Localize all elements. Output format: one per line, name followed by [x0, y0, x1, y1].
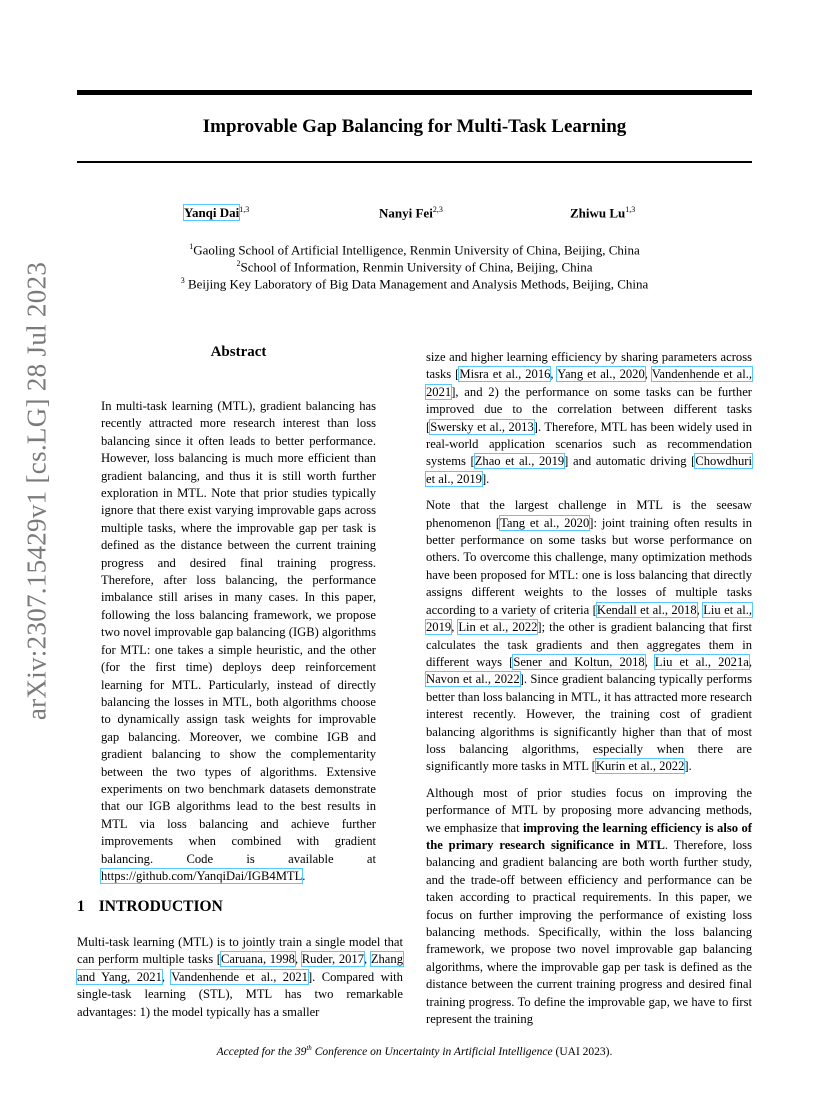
body-text: ,: [294, 952, 302, 967]
arxiv-sidebar: [20, 261, 54, 721]
body-text: ]: joint training often results in better performance on some tasks but worse performance on others. To overcome this challenge, many optimization methods have been proposed for MTL: one is loss balancing that directly assigns different weights to the losses of multiple tasks according to a variety of criteria [: [426, 515, 752, 617]
citation-link[interactable]: Kurin et al., 2022: [595, 759, 685, 774]
author-2-name: Nanyi Fei: [379, 205, 433, 221]
footer-post: Conference on Uncertainty in Artificial Intelligence: [311, 1045, 553, 1058]
body-text: size and higher learning efficiency by sharing parameters across tasks [: [426, 350, 752, 382]
citation-link[interactable]: Kendall et al., 2018: [596, 602, 697, 617]
right-paragraph-2: [426, 497, 752, 776]
footer-pre: Accepted for the 39: [216, 1045, 307, 1058]
abstract-end: .: [302, 868, 306, 883]
body-text: ,: [748, 654, 753, 669]
affiliation-2-text: School of Information, Renmin University of China, Beijing, China: [240, 259, 593, 275]
code-link[interactable]: https://github.com/YanqiDai/IGB4MTL: [101, 868, 303, 883]
footer-sup: th: [306, 1044, 312, 1052]
citation-link[interactable]: Tang et al., 2020: [500, 515, 590, 530]
citation-link[interactable]: Zhao et al., 2019: [474, 454, 565, 469]
body-text: ,: [364, 952, 371, 967]
body-text: ]. Since gradient balancing typically performs better than loss balancing in MTL, it has attracted more research interest recently. However, the training cost of gradient balancing algorithms is significantly higher than that of most loss balancing algorithms, especially when there are significantly more tasks in MTL [: [426, 672, 752, 774]
author-3-name: Zhiwu Lu: [570, 205, 626, 221]
arxiv-identifier: arXiv:2307.15429v1 [cs.LG] 28 Jul 2023: [21, 261, 52, 721]
footer-tail: (UAI 2023).: [552, 1045, 613, 1058]
affiliation-3-sup: 3: [180, 276, 185, 285]
body-text: ]; the other is gradient balancing that first calculates the task gradients and then aggregates them in different ways [: [426, 620, 753, 669]
right-paragraph-1: [426, 349, 752, 488]
intro-body: [77, 934, 403, 1030]
emphasis-text: improving the learning efficiency is also of the primary research significance in MTL: [426, 820, 752, 852]
body-text: ,: [644, 367, 652, 382]
section-heading-introduction: [77, 898, 223, 916]
affiliation-3: [77, 272, 752, 292]
author-2: [379, 205, 443, 221]
paper-title: Improvable Gap Balancing for Multi-Task Learning: [202, 116, 627, 137]
affiliation-3-text: Beijing Key Laboratory of Big Data Management and Analysis Methods, Beijing, China: [184, 276, 649, 292]
body-text: ]. Compared with single-task learning (STL), MTL has two remarkable advantages: 1) the model typically has a smaller: [77, 969, 403, 1019]
affiliation-1-sup: 1: [189, 242, 194, 251]
citation-link[interactable]: Chowdhuri et al., 2019: [426, 454, 752, 486]
author-1-link[interactable]: Yanqi Dai: [184, 205, 240, 221]
abstract-body: [101, 398, 376, 885]
body-text: ,: [550, 367, 558, 382]
citation-link[interactable]: Vandenhende et al., 2021: [171, 969, 308, 984]
body-text: . Therefore, loss balancing and gradient balancing are both worth further study, and the trade-off between efficiency and performance can be taken according to practical requirements. In this paper, we focus on further improving the performance of existing loss balancing methods. Specifically, within the loss balancing framework, we propose two novel improvable gap balancing algorithms, where the improvable gap per task is defined as the distance between the current training progress and desired final training progress. To define the improvable gap, we have to first represent the training: [426, 837, 752, 1027]
body-text: ,: [451, 620, 459, 635]
body-text: ], and 2) the performance on some tasks can be further improved due to the correlation between different tasks [: [426, 384, 752, 434]
citation-link[interactable]: Zhang and Yang, 2021: [77, 952, 403, 984]
body-text: ] and automatic driving [: [564, 454, 696, 469]
author-1: [184, 205, 249, 221]
body-text: ,: [644, 654, 655, 669]
citation-link[interactable]: Misra et al., 2016: [459, 367, 551, 382]
affiliation-2-sup: 2: [236, 259, 241, 268]
body-text: Multi-task learning (MTL) is to jointly train a single model that can perform multiple tasks [: [77, 935, 403, 967]
citation-link[interactable]: Swersky et al., 2013: [430, 419, 534, 434]
citation-link[interactable]: Vandenhende et al., 2021: [426, 367, 753, 399]
body-text: ]. Therefore, MTL has been widely used in real-world application scenarios such as recommendation systems [: [426, 419, 752, 469]
citation-link[interactable]: Sener and Koltun, 2018: [513, 654, 645, 669]
citation-link[interactable]: Liu et al., 2021a: [654, 654, 749, 669]
body-text: ].: [684, 759, 692, 774]
body-text: ,: [161, 969, 172, 984]
abstract-text: In multi-task learning (MTL), gradient balancing has recently attracted more research interest than loss balancing since it often leads to better performance. However, loss balancing is much more efficient than gradient balancing, and thus it is still worth further exploration in MTL. Note that prior studies typically ignore that there exist varying improvable gaps across multiple tasks, where the improvable gap per task is defined as the distance between the current training progress and desired final training progress. Therefore, after loss balancing, the performance imbalance still arises in many cases. In this paper, following the loss balancing framework, we propose two novel improvable gap balancing (IGB) algorithms for MTL: one takes a simple heuristic, and the other (for the first time) deploys deep reinforcement learning for MTL. Particularly, instead of directly balancing the losses in MTL, both algorithms choose to dynamically assign task weights for improvable gap balancing. Moreover, we combine IGB and gradient balancing to show the complementarity between the two types of algorithms. Extensive experiments on two benchmark datasets demonstrate that our IGB algorithms lead to the best results in MTL via loss balancing and achieve further improvements when combined with gradient balancing. Code is available at: [101, 399, 376, 866]
section-title: INTRODUCTION: [98, 898, 223, 915]
author-2-affil: 2,3: [432, 205, 443, 214]
body-text: ].: [481, 471, 490, 486]
citation-link[interactable]: Navon et al., 2022: [426, 672, 520, 687]
body-text: Note that the largest challenge in MTL is the seesaw phenomenon [: [426, 498, 752, 530]
author-3: [570, 205, 635, 221]
author-1-affil: 1,3: [239, 205, 250, 214]
author-3-affil: 1,3: [625, 205, 636, 214]
title-rule: [77, 161, 752, 163]
citation-link[interactable]: Caruana, 1998: [221, 952, 295, 967]
body-text: ,: [696, 602, 704, 617]
intro-paragraph: [77, 934, 403, 1021]
right-column: [426, 349, 752, 1037]
top-rule: [77, 90, 752, 95]
body-text: Although most of prior studies focus on improving the performance of MTL by proposing more advancing methods, we emphasize that: [426, 785, 752, 835]
citation-link[interactable]: Lin et al., 2022: [458, 620, 538, 635]
citation-link[interactable]: Liu et al., 2019: [426, 602, 752, 635]
citation-link[interactable]: Yang et al., 2020: [557, 367, 645, 382]
citation-link[interactable]: Ruder, 2017: [301, 952, 365, 967]
affiliation-1-text: Gaoling School of Artificial Intelligence, Renmin University of China, Beijing, China: [193, 242, 640, 258]
section-number: 1: [77, 898, 85, 915]
right-paragraph-3: [426, 785, 752, 1029]
footer-note: [77, 1044, 752, 1058]
abstract-heading: Abstract: [210, 344, 267, 360]
